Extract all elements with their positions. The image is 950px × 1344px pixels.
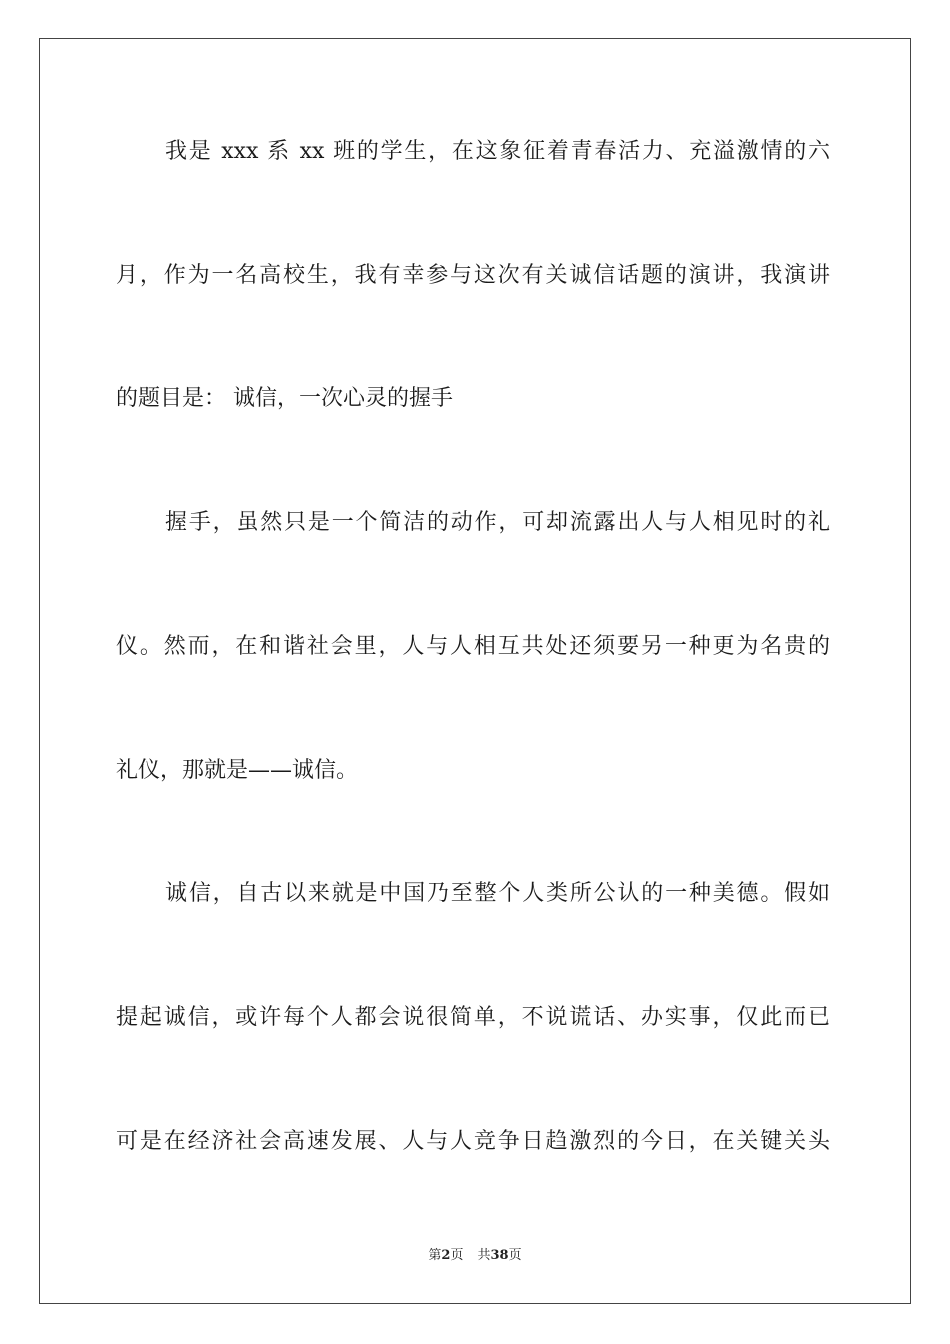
paragraph-line: 我是 xxx 系 xx 班的学生，在这象征着青春活力、充溢激情的六 — [165, 139, 830, 164]
page-footer — [0, 1247, 950, 1265]
paragraph-line: 提起诚信，或许每个人都会说很简单，不说谎话、办实事，仅此而已 — [116, 1005, 830, 1030]
paragraph-line: 握手，虽然只是一个简洁的动作，可却流露出人与人相见时的礼 — [165, 510, 830, 535]
footer-total-suffix: 页 — [508, 1248, 522, 1263]
paragraph-line: 月，作为一名高校生，我有幸参与这次有关诚信话题的演讲，我演讲 — [116, 263, 830, 288]
footer-total-prefix: 共 — [477, 1248, 491, 1263]
footer-page-suffix: 页 — [450, 1248, 464, 1263]
footer-total-pages: 38 — [490, 1248, 509, 1263]
page-border — [39, 38, 911, 1304]
paragraph-line: 礼仪，那就是——诚信。 — [116, 758, 359, 783]
footer-current-page: 2 — [441, 1248, 451, 1263]
paragraph-line: 可是在经济社会高速发展、人与人竞争日趋激烈的今日，在关键关头 — [116, 1129, 830, 1154]
footer-page-prefix: 第 — [428, 1248, 442, 1263]
paragraph-line: 仪。然而，在和谐社会里，人与人相互共处还须要另一种更为名贵的 — [116, 634, 830, 659]
paragraph-line: 诚信，自古以来就是中国乃至整个人类所公认的一种美德。假如 — [165, 881, 830, 906]
paragraph-line: 的题目是： 诚信，一次心灵的握手 — [116, 386, 453, 411]
